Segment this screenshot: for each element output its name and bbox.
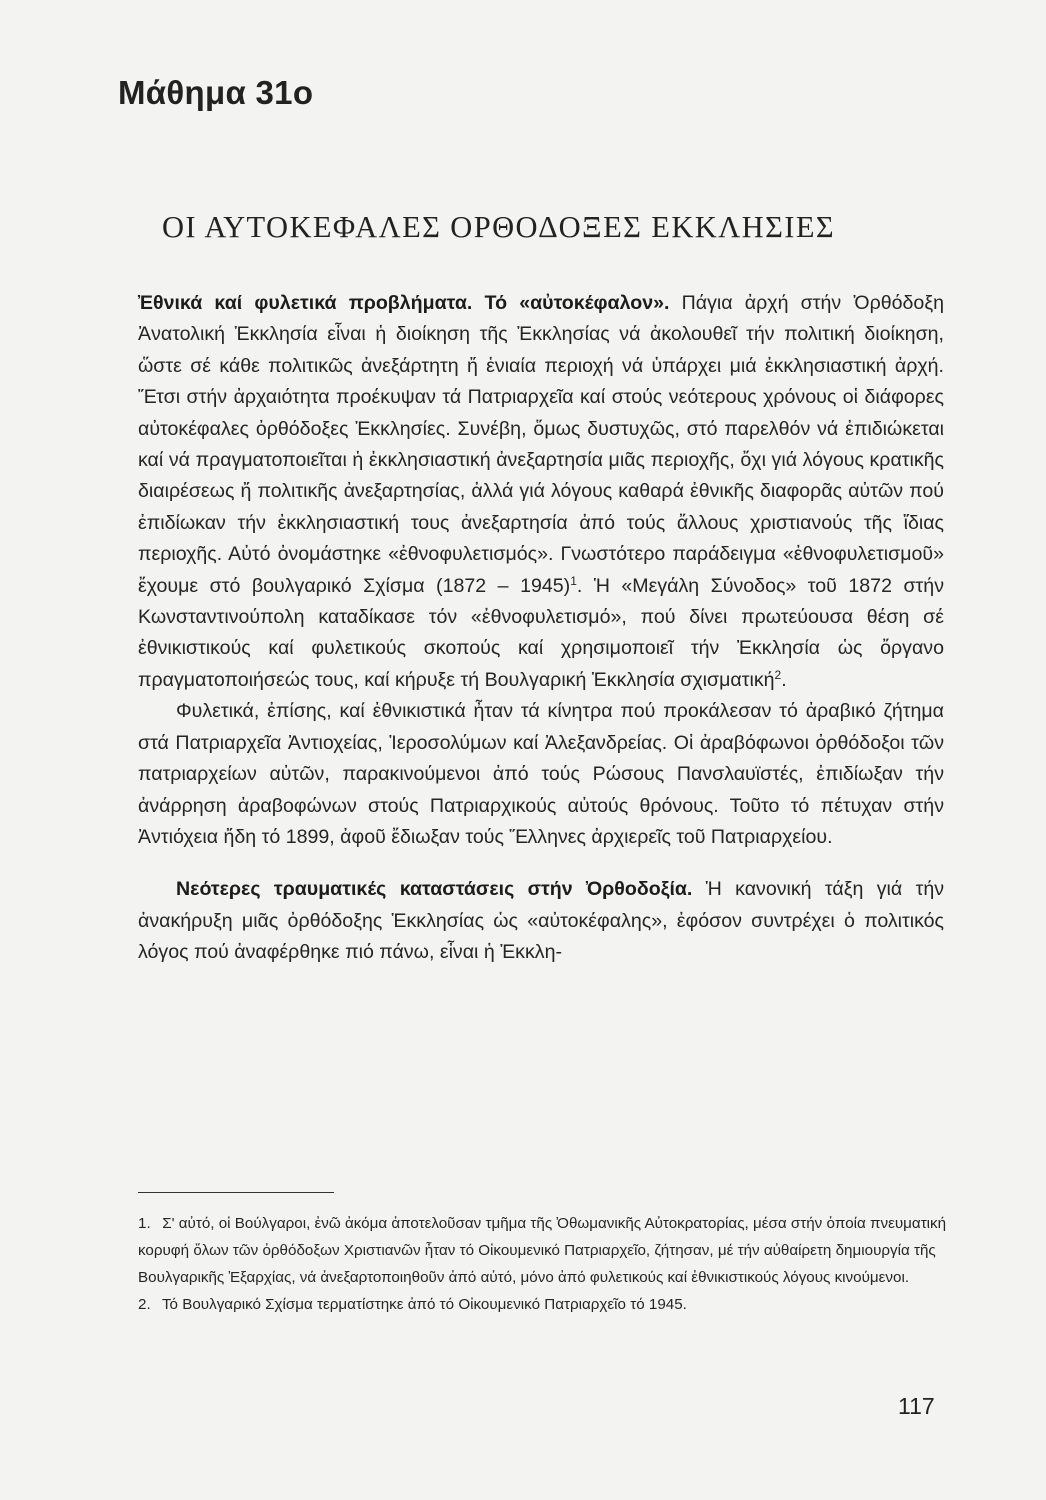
footnote-2-number: 2. bbox=[138, 1296, 151, 1313]
footnote-divider bbox=[138, 1192, 334, 1193]
paragraph-3-text: Ἡ κανονική τάξη γιά τήν ἀνακήρυξη μιᾶς ὀρθόδοξης Ἐκκλησίας ὡς «αὐτοκέφαλης», ἐφόσον συντρέχει ὁ πολιτικός λόγος πού ἀναφέρθηκε πιό πάνω, εἶναι ἡ Ἐκκλη- bbox=[138, 878, 945, 964]
footnote-2-text: Τό Βουλγαρικό Σχίσμα τερματίστηκε ἀπό τό Οἰκουμενικό Πατριαρχεῖο τό 1945. bbox=[161, 1296, 687, 1313]
footnote-2 bbox=[138, 1291, 956, 1318]
section-heading-traumatic-situations: Νεότερες τραυματικές καταστάσεις στήν Ὀρθοδοξία. bbox=[176, 878, 693, 901]
chapter-title: ΟΙ ΑΥΤΟΚΕΦΑΛΕΣ ΟΡΘΟΔΟΞΕΣ ΕΚΚΛΗΣΙΕΣ bbox=[162, 210, 835, 244]
paragraph-1-text-c: . bbox=[781, 668, 787, 691]
footnote-1 bbox=[138, 1210, 956, 1291]
section-heading-ethnic-problems: Ἐθνικά καί φυλετικά προβλήματα. Τό «αὐτοκέφαλον». bbox=[138, 292, 670, 314]
paragraph-3 bbox=[138, 874, 944, 968]
footnote-1-number: 1. bbox=[138, 1215, 151, 1232]
footnote-ref-2: 2 bbox=[774, 667, 782, 682]
footnote-ref-1: 1 bbox=[570, 573, 577, 588]
page-number: 117 bbox=[898, 1393, 935, 1419]
footnote-1-text: Σ' αὐτό, οἱ Βούλγαροι, ἐνῶ ἀκόμα ἀποτελοῦσαν τμῆμα τῆς Ὀθωμανικῆς Αὐτοκρατορίας, μέσα στήν ὁποία πνευματική κορυφή ὅλων τῶν ὀρθόδοξων Χριστιανῶν ἦταν τό Οἰκουμενικό Πατριαρχεῖο, ζήτησαν, μέ τήν αὐθαίρετη δημιουργία τῆς Βουλγαρικῆς Ἐξαρχίας, νά ἀνεξαρτοποιηθοῦν ἀπό αὐτό, μόνο ἀπό φυλετικούς καί ἐθνικιστικούς λόγους κινούμενοι. bbox=[138, 1215, 947, 1286]
paragraph-1-text-b: . Ἡ «Μεγάλη Σύνοδος» τοῦ 1872 στήν Κωνσταντινούπολη καταδίκασε τόν «ἐθνοφυλετισμό», πού δίνει πρωτεύουσα θέση σέ ἐθνικιστικούς καί φυλετικούς σκοπούς καί χρησιμοποιεῖ τήν Ἐκκλησία ὡς ὄργανο πραγματοποιήσεώς τους, καί κήρυξε τή Βουλγαρική Ἐκκλησία σχισματική bbox=[138, 574, 944, 691]
paragraph-1 bbox=[138, 288, 944, 696]
paragraph-1-text-a: Πάγια ἀρχή στήν Ὀρθόδοξη Ἀνατολική Ἐκκλησία εἶναι ἡ διοίκηση τῆς Ἐκκλησίας νά ἀκολουθεῖ τήν πολιτική διοίκηση, ὥστε σέ κάθε πολιτικῶς ἀνεξάρτητη ἤ ἑνιαία περιοχή νά ὑπάρχει μιά ἐκκλησιαστική ἀρχή. Ἔτσι στήν ἀρχαιότητα προέκυψαν τά Πατριαρχεῖα καί στούς νεότερους χρόνους οἱ διάφορες αὐτοκέφαλες ὀρθόδοξες Ἐκκλησίες. Συνέβη, ὅμως δυστυχῶς, στό παρελθόν νά ἐπιδιώκεται καί νά πραγματοποιεῖται ἡ ἐκκλησιαστική ἀνεξαρτησία μιᾶς περιοχῆς, ὄχι γιά λόγους κρατικῆς διαιρέσεως ἤ πολιτικῆς ἀνεξαρτησίας, ἀλλά γιά λόγους καθαρά ἐθνικῆς διαφορᾶς αὐτῶν πού ἐπιδίωκαν τήν ἐκκλησιαστική τους ἀνεξαρτησία ἀπό τούς ἄλλους χριστιανούς τῆς ἴδιας περιοχῆς. Αὐτό ὀνομάστηκε «ἐθνοφυλετισμός». Γνωστότερο παράδειγμα «ἐθνοφυλετισμοῦ» ἔχουμε στό βουλγαρικό Σχίσμα (1872 – 1945) bbox=[138, 292, 944, 597]
paragraph-2: Φυλετικά, ἐπίσης, καί ἐθνικιστικά ἦταν τά κίνητρα πού προκάλεσαν τό ἀραβικό ζήτημα στά Πατριαρχεῖα Ἀντιοχείας, Ἱεροσολύμων καί Ἀλεξανδρείας. Οἱ ἀραβόφωνοι ὀρθόδοξοι τῶν πατριαρχείων αὐτῶν, παρακινούμενοι ἀπό τούς Ρώσους Πανσλαυϊστές, ἐπιδίωξαν τήν ἀνάρρηση ἀραβοφώνων στούς Πατριαρχικούς αὐτούς θρόνους. Τοῦτο τό πέτυχαν στήν Ἀντιόχεια ἤδη τό 1899, ἀφοῦ ἔδιωξαν τούς Ἕλληνες ἀρχιερεῖς τοῦ Πατριαρχείου. bbox=[138, 700, 944, 848]
lesson-label: Μάθημα 31ο bbox=[118, 74, 314, 111]
footnotes bbox=[138, 1210, 956, 1318]
main-text bbox=[138, 288, 944, 969]
